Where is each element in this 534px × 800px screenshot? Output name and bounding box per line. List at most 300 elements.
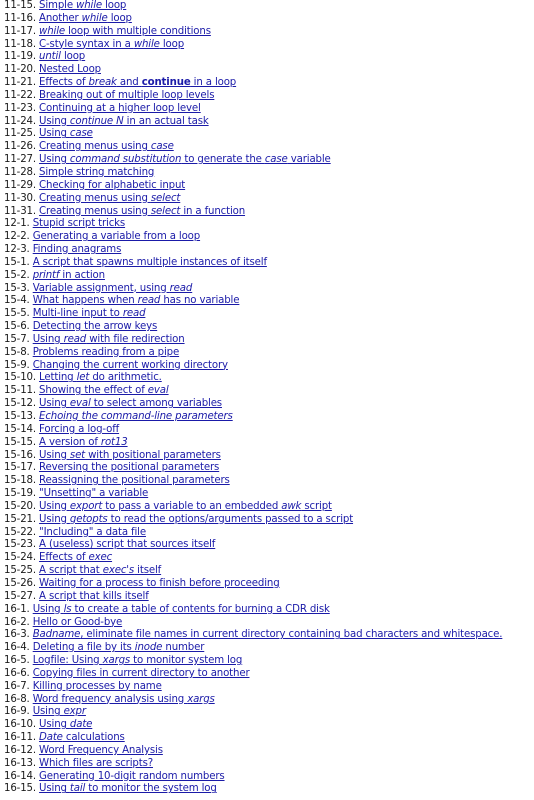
list-item (4, 231, 530, 244)
example-number: 16-3. (4, 629, 30, 641)
list-item (4, 385, 530, 398)
example-link-text: Nested Loop (39, 64, 101, 76)
example-link-text: script (301, 500, 332, 512)
example-link[interactable] (33, 231, 200, 242)
example-link-text: Word Frequency Analysis (39, 744, 163, 756)
example-link-text: Multi-line input to (32, 308, 123, 320)
list-item (4, 668, 530, 681)
example-number: 15-18. (4, 475, 36, 487)
example-link-text: to read the options/arguments passed to a script (107, 513, 354, 525)
list-item (4, 193, 530, 206)
example-link-text: ls (63, 603, 72, 615)
list-item (4, 437, 530, 450)
example-link-text: Word frequency analysis using (32, 693, 188, 705)
example-number: 11-30. (4, 192, 36, 204)
example-link-text: has no variable (160, 295, 240, 307)
example-link[interactable] (33, 655, 243, 666)
example-number: 16-9. (4, 706, 30, 718)
example-link-text: case (264, 154, 288, 166)
example-link-text: Problems reading from a pipe (32, 346, 180, 358)
example-link-text: Another (39, 12, 82, 24)
example-link-text: Hello or Good-bye (32, 616, 123, 628)
example-link-text: do arithmetic. (89, 372, 162, 384)
example-link-text: Using (39, 398, 70, 410)
example-number: 12-1. (4, 218, 30, 230)
example-link-text: C-style syntax in a (39, 38, 134, 50)
example-link-text: Using (39, 783, 70, 795)
list-item (4, 591, 530, 604)
example-number: 15-27. (4, 590, 36, 602)
example-link-text: Breaking out of multiple loop levels (39, 89, 215, 101)
list-item (4, 167, 530, 180)
list-item (4, 0, 530, 13)
list-item (4, 321, 530, 334)
example-link-text: calculations (62, 732, 125, 744)
example-link[interactable] (39, 745, 163, 756)
example-number: 15-4. (4, 295, 30, 307)
list-item (4, 771, 530, 784)
example-link-text: loop (60, 51, 86, 63)
example-number: 11-25. (4, 128, 36, 140)
example-number: 15-12. (4, 398, 36, 410)
example-link-text: read (137, 295, 161, 307)
example-link-text: A (useless) script that sources itself (39, 539, 216, 551)
list-item (4, 154, 530, 167)
example-link-text: while (39, 25, 66, 37)
example-link[interactable] (33, 681, 162, 692)
example-number: 15-9. (4, 359, 30, 371)
example-link-text: Finding anagrams (32, 244, 122, 256)
example-link-text: Which files are scripts? (39, 757, 153, 769)
list-item (4, 334, 530, 347)
example-link-text: select (150, 205, 181, 217)
example-link-text: command substitution (69, 154, 182, 166)
list-item (4, 719, 530, 732)
example-link[interactable] (33, 283, 193, 294)
example-link-text: until (39, 51, 61, 63)
example-link-text: "Including" a data file (39, 526, 146, 538)
example-link-text: exec (88, 552, 113, 564)
example-link-text: and (116, 77, 142, 89)
list-item (4, 424, 530, 437)
example-link[interactable] (33, 244, 122, 255)
example-number: 16-14. (4, 770, 36, 782)
example-link-text: to monitor the system log (85, 783, 217, 795)
example-link-text: read (63, 333, 87, 345)
example-link[interactable] (33, 257, 267, 268)
example-link-text: loop (107, 12, 132, 24)
example-link[interactable] (39, 372, 162, 383)
example-number: 15-16. (4, 449, 36, 461)
example-link-text: Reversing the positional parameters (39, 462, 220, 474)
example-link-text: rot13 (100, 436, 128, 448)
example-number: 11-27. (4, 154, 36, 166)
example-link-text: Using (39, 128, 70, 140)
example-number: 11-31. (4, 205, 36, 217)
example-link-text: Deleting a file by its (32, 642, 135, 654)
example-link[interactable] (33, 218, 125, 229)
list-item (4, 642, 530, 655)
list-item (4, 39, 530, 52)
example-link-text: getopts (69, 513, 108, 525)
example-link-text: to generate the (181, 154, 265, 166)
list-item (4, 552, 530, 565)
example-link[interactable] (39, 154, 331, 165)
list-item (4, 604, 530, 617)
example-link[interactable] (39, 398, 222, 409)
example-number: 11-29. (4, 179, 36, 191)
example-number: 16-11. (4, 732, 36, 744)
example-link[interactable] (33, 694, 215, 705)
list-item (4, 347, 530, 360)
example-link[interactable] (39, 591, 149, 602)
example-link-text: A script that (39, 565, 103, 577)
example-number: 15-8. (4, 346, 30, 358)
example-number: 16-2. (4, 616, 30, 628)
example-link[interactable] (39, 501, 332, 512)
example-link-text: Copying files in current directory to another (32, 667, 250, 679)
example-link[interactable] (39, 758, 153, 769)
example-link-text: awk (281, 500, 302, 512)
example-link-text: with file redirection (86, 333, 185, 345)
list-item (4, 295, 530, 308)
example-number: 11-15. (4, 0, 36, 11)
example-link[interactable] (39, 116, 209, 127)
list-item (4, 758, 530, 771)
example-number: 15-3. (4, 282, 30, 294)
example-link[interactable] (39, 578, 279, 589)
example-link[interactable] (33, 347, 179, 358)
example-link-text: read (169, 282, 193, 294)
example-number: 16-4. (4, 642, 30, 654)
example-link-text: number (162, 642, 205, 654)
example-number: 11-17. (4, 25, 36, 37)
example-link-text: Generating 10-digit random numbers (39, 770, 225, 782)
example-link[interactable] (33, 629, 503, 640)
list-item (4, 372, 530, 385)
example-link[interactable] (39, 450, 221, 461)
example-link-text: Logfile: Using (32, 655, 103, 667)
example-number: 11-19. (4, 51, 36, 63)
example-link[interactable] (39, 193, 180, 204)
example-link[interactable] (39, 128, 93, 139)
list-item (4, 706, 530, 719)
list-item (4, 180, 530, 193)
example-number: 11-20. (4, 64, 36, 76)
example-link-text: Checking for alphabetic input (39, 179, 186, 191)
example-link[interactable] (39, 13, 132, 24)
example-link-text: with positional parameters (85, 449, 221, 461)
list-item (4, 308, 530, 321)
example-link[interactable] (33, 270, 105, 281)
example-link[interactable] (39, 77, 236, 88)
list-item (4, 103, 530, 116)
example-link-text: tail (69, 783, 86, 795)
example-link-text: A script that spawns multiple instances of itself (32, 256, 267, 268)
example-number: 11-21. (4, 77, 36, 89)
example-link[interactable] (39, 26, 211, 37)
list-item (4, 539, 530, 552)
example-number: 16-12. (4, 744, 36, 756)
example-link[interactable] (39, 0, 126, 11)
list-item (4, 398, 530, 411)
example-link-text: loop (159, 38, 185, 50)
example-link[interactable] (39, 51, 85, 62)
example-number: 15-26. (4, 577, 36, 589)
example-link-text: inode (134, 642, 163, 654)
example-number: 11-16. (4, 12, 36, 24)
list-item (4, 681, 530, 694)
example-link-text: loop (102, 0, 127, 11)
example-link-text: Using (39, 449, 70, 461)
example-link-text: Letting (39, 372, 77, 384)
list-item (4, 565, 530, 578)
example-number: 15-10. (4, 372, 36, 384)
example-link-text: in a loop (190, 77, 237, 89)
example-link-text: Effects of (39, 552, 89, 564)
example-link[interactable] (33, 308, 146, 319)
example-link[interactable] (39, 475, 230, 486)
example-link[interactable] (39, 565, 161, 576)
example-link-text: Using (39, 500, 70, 512)
example-link-text: continue (141, 77, 191, 89)
example-link-text: exec's (102, 565, 135, 577)
list-item (4, 218, 530, 231)
example-link-text: eval (147, 385, 169, 397)
example-link[interactable] (39, 206, 245, 217)
example-link[interactable] (33, 617, 122, 628)
example-number: 11-23. (4, 102, 36, 114)
list-item (4, 128, 530, 141)
example-link-text: Forcing a log-off (39, 423, 120, 435)
list-item (4, 783, 530, 796)
list-item (4, 475, 530, 488)
example-link-text: expr (63, 706, 86, 718)
example-number: 15-24. (4, 552, 36, 564)
example-link[interactable] (39, 385, 169, 396)
example-link-text: Creating menus using (39, 205, 151, 217)
example-number: 11-22. (4, 89, 36, 101)
example-link[interactable] (39, 771, 225, 782)
example-number: 11-18. (4, 38, 36, 50)
example-number: 15-2. (4, 269, 30, 281)
example-link-text: Date (39, 732, 63, 744)
example-link-text: break (88, 77, 117, 89)
list-item (4, 462, 530, 475)
example-link-text: to create a table of contents for burning a CDR disk (71, 603, 330, 615)
example-link-text: Generating a variable from a loop (32, 231, 201, 243)
example-number: 11-26. (4, 141, 36, 153)
example-number: 16-10. (4, 719, 36, 731)
example-link-text: printf (32, 269, 60, 281)
list-item (4, 732, 530, 745)
example-number: 16-15. (4, 783, 36, 795)
list-item (4, 26, 530, 39)
example-number: 15-23. (4, 539, 36, 551)
example-link[interactable] (33, 668, 250, 679)
list-item (4, 694, 530, 707)
example-link[interactable] (39, 719, 92, 730)
example-link[interactable] (33, 706, 86, 717)
example-number: 16-13. (4, 757, 36, 769)
example-number: 15-20. (4, 500, 36, 512)
example-link[interactable] (33, 642, 205, 653)
list-item (4, 141, 530, 154)
list-item (4, 617, 530, 630)
list-item (4, 77, 530, 90)
example-link-text: , eliminate file names in current directory containing bad characters and whitespace. (80, 629, 503, 641)
example-number: 15-19. (4, 488, 36, 500)
example-number: 12-3. (4, 244, 30, 256)
example-link[interactable] (39, 488, 148, 499)
example-link-text: Simple string matching (39, 166, 155, 178)
example-link-text: Echoing (39, 411, 79, 422)
example-link-text: case (69, 128, 93, 140)
example-link-text: to pass a variable to an embedded (102, 500, 282, 512)
example-link[interactable] (39, 514, 353, 525)
example-link-text: date (69, 719, 93, 731)
example-link[interactable] (33, 295, 240, 306)
example-link-text: Simple (39, 0, 77, 11)
list-item (4, 244, 530, 257)
example-link-text: select (150, 192, 181, 204)
example-number: 15-25. (4, 565, 36, 577)
example-link-text: "Unsetting" a variable (39, 488, 149, 500)
example-link-text: Continuing at a higher loop level (39, 102, 201, 114)
example-link-text: Changing the current working directory (32, 359, 228, 371)
list-item (4, 488, 530, 501)
example-link[interactable] (39, 180, 185, 191)
example-number: 16-1. (4, 603, 30, 615)
example-link-text: Using (39, 115, 70, 127)
example-number: 15-6. (4, 321, 30, 333)
example-link-text: Creating menus using (39, 192, 151, 204)
example-link-text: Showing the effect of (39, 385, 148, 397)
example-link-text: set (69, 449, 86, 461)
example-link-text: Reassigning the positional parameters (39, 475, 230, 487)
example-link[interactable] (39, 424, 119, 435)
list-item (4, 450, 530, 463)
list-item (4, 655, 530, 668)
example-link-text: read (122, 308, 146, 320)
example-number: 11-24. (4, 115, 36, 127)
example-link[interactable] (39, 732, 125, 743)
example-number: 15-13. (4, 411, 36, 422)
list-item (4, 51, 530, 64)
example-link-text: Waiting for a process to finish before proceeding (39, 577, 280, 589)
list-item (4, 360, 530, 373)
example-number: 16-6. (4, 667, 30, 679)
list-item (4, 411, 530, 424)
example-link[interactable] (39, 552, 112, 563)
list-item (4, 90, 530, 103)
example-link-text: Variable assignment, using (32, 282, 170, 294)
example-link-text: to monitor system log (130, 655, 243, 667)
list-item (4, 527, 530, 540)
example-link[interactable] (39, 527, 146, 538)
example-link-text: Using (32, 706, 64, 718)
example-link-text: Detecting the arrow keys (32, 321, 158, 333)
example-link-text: Effects of (39, 77, 89, 89)
example-link[interactable] (39, 462, 219, 473)
example-link[interactable] (33, 334, 185, 345)
example-link-text: A script that kills itself (39, 590, 149, 602)
example-link-text: in a function (180, 205, 246, 217)
example-link-text: loop with multiple conditions (65, 25, 211, 37)
list-item (4, 629, 530, 642)
example-link-text: Stupid script tricks (32, 218, 126, 230)
list-item (4, 501, 530, 514)
example-link-text: the command-line parameters (78, 411, 233, 422)
example-link-text: xargs (187, 693, 215, 705)
example-link-text: Badname (32, 629, 81, 641)
example-link[interactable] (33, 360, 228, 371)
example-link-text: What happens when (32, 295, 138, 307)
example-link-text: A version of (39, 436, 101, 448)
example-link-text: Creating menus using (39, 141, 151, 153)
example-number: 12-2. (4, 231, 30, 243)
example-link[interactable] (39, 167, 154, 178)
example-number: 15-5. (4, 308, 30, 320)
list-item (4, 13, 530, 26)
example-link-text: Using (32, 603, 64, 615)
example-number: 15-15. (4, 436, 36, 448)
example-link-text: let (76, 372, 90, 384)
example-number: 15-11. (4, 385, 36, 397)
example-link-text: eval (69, 398, 91, 410)
example-link-text: case (150, 141, 174, 153)
example-link-text: in an actual task (123, 115, 209, 127)
example-link[interactable] (33, 604, 330, 615)
list-item (4, 745, 530, 758)
example-link[interactable] (39, 539, 215, 550)
example-link[interactable] (39, 90, 214, 101)
list-item (4, 514, 530, 527)
example-link-text: Using (39, 513, 70, 525)
list-item (4, 283, 530, 296)
example-link[interactable] (39, 103, 201, 114)
example-number: 16-5. (4, 655, 30, 667)
example-link[interactable] (39, 141, 174, 152)
example-link-text: export (69, 500, 103, 512)
example-link-text: variable (287, 154, 331, 166)
example-link[interactable] (33, 321, 157, 332)
example-link-text: Killing processes by name (32, 680, 162, 692)
list-item (4, 206, 530, 219)
example-link[interactable] (39, 411, 233, 422)
example-number: 15-1. (4, 256, 30, 268)
example-link-text: itself (134, 565, 162, 577)
list-item (4, 578, 530, 591)
example-number: 15-14. (4, 423, 36, 435)
example-link-text: while (76, 0, 102, 11)
example-link[interactable] (39, 64, 101, 75)
example-number: 16-7. (4, 680, 30, 692)
example-number: 11-28. (4, 166, 36, 178)
example-link-text: Using (39, 719, 70, 731)
example-number: 16-8. (4, 693, 30, 705)
example-link-text: Using (39, 154, 70, 166)
list-item (4, 270, 530, 283)
list-item (4, 64, 530, 77)
example-link[interactable] (39, 437, 128, 448)
list-item (4, 257, 530, 270)
example-link[interactable] (39, 783, 217, 794)
example-link-text: continue N (69, 115, 124, 127)
example-link-text: while (81, 12, 108, 24)
example-link[interactable] (39, 39, 184, 50)
example-link-text: Using (32, 333, 64, 345)
